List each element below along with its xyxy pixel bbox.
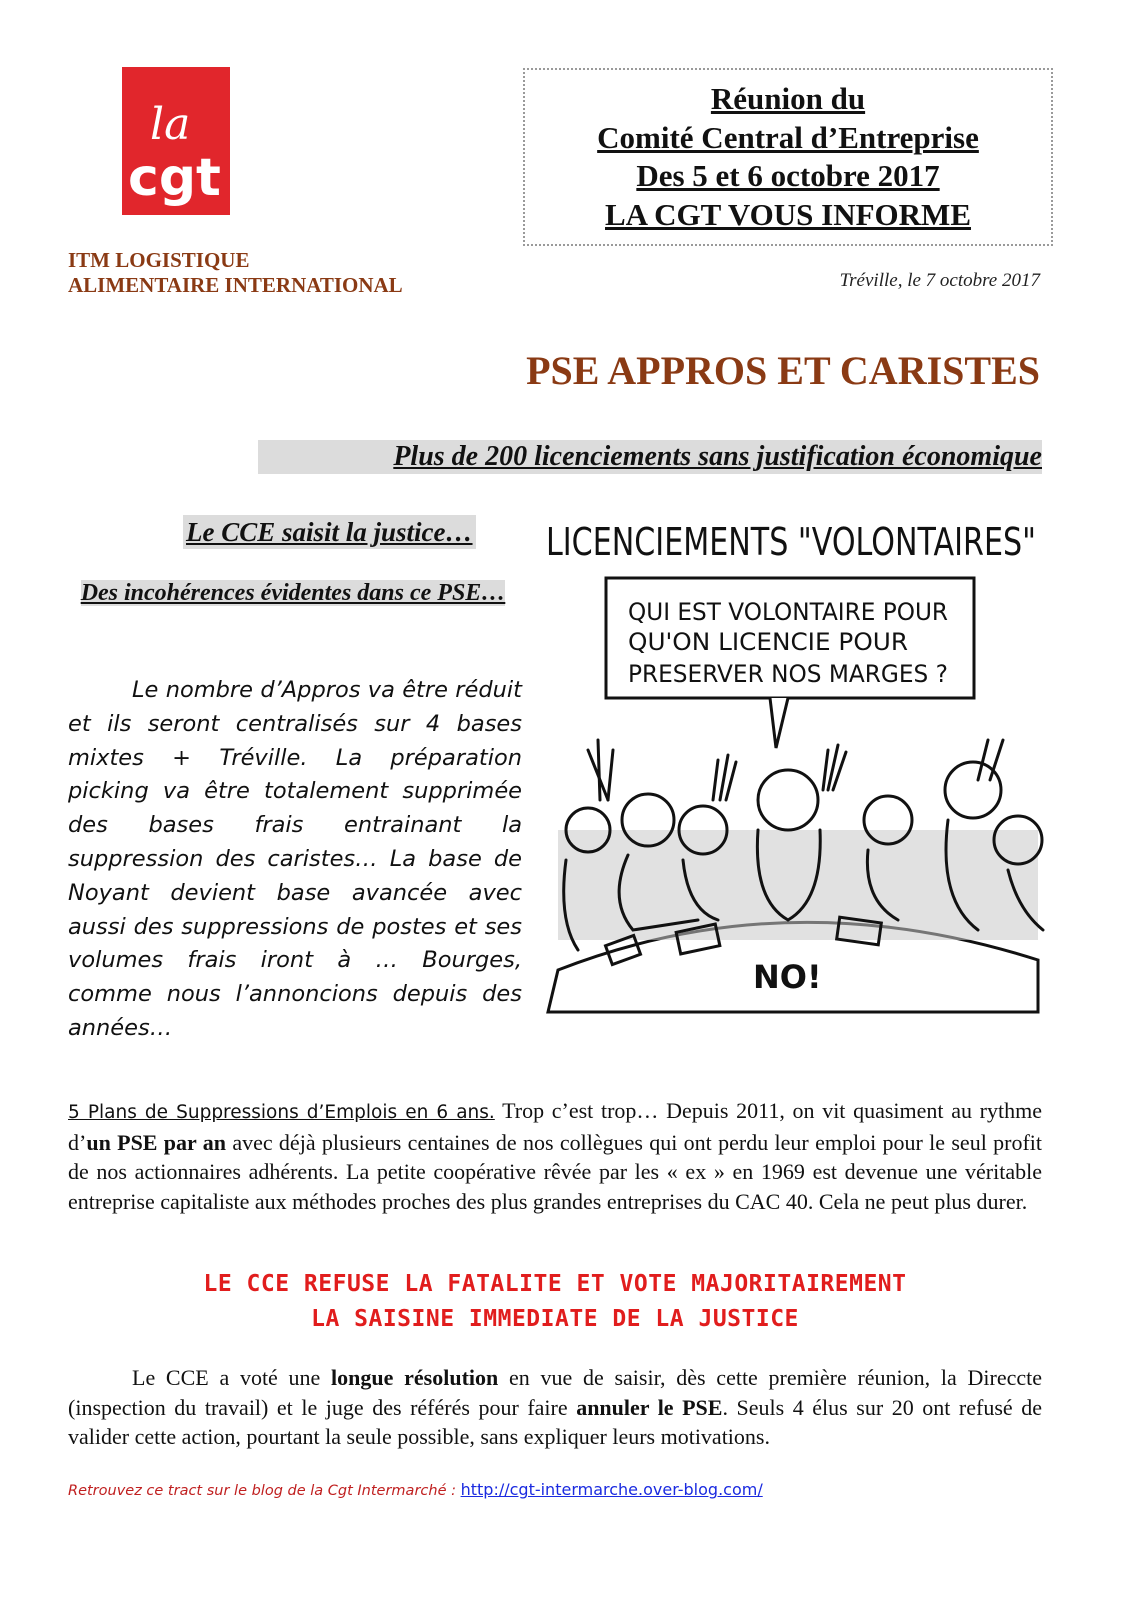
page-title: PSE APPROS ET CARISTES bbox=[526, 348, 1040, 393]
header-box bbox=[523, 68, 1053, 246]
header-line: Réunion du bbox=[710, 81, 866, 116]
footer: Retrouvez ce tract sur le blog de la Cgt Intermarché : http://cgt-intermarche.over-blog.com/ bbox=[68, 1480, 763, 1499]
svg-text:la: la bbox=[150, 99, 191, 150]
paragraph-resolution: Le CCE a voté une longue résolution en vue de saisir, dès cette première réunion, la Direccte (inspection du travail) et le juge des référés pour faire annuler le PSE. Seuls 4 élus sur 20 ont refusé de valider cette action, pourtant la seule possible, sans expliquer leurs motivations. bbox=[68, 1365, 1042, 1449]
subtitle: Plus de 200 licenciements sans justification économique bbox=[258, 440, 1042, 474]
header-line: Des 5 et 6 octobre 2017 bbox=[636, 158, 940, 193]
cartoon-caption: LICENCIEMENTS "VOLONTAIRES" bbox=[546, 520, 1036, 564]
section-heading-incoherences: Des incohérences évidentes dans ce PSE… bbox=[80, 580, 506, 606]
paragraph-pse-history: 5 Plans de Suppressions d’Emplois en 6 ans. Trop c’est trop… Depuis 2011, on vit quasiment au rythme d’un PSE par an avec déjà plusieurs centaines de nos collègues qui ont perdu leur emploi pour le seul profit de nos actionnaires adhérents. La petite coopérative rêvée par les « ex » en 1969 est devenue une véritable entreprise capitaliste aux méthodes proches des plus grandes entreprises du CAC 40. Cela ne peut plus durer. bbox=[68, 1098, 1043, 1214]
svg-text:cgt: cgt bbox=[128, 148, 221, 208]
document-date: Tréville, le 7 octobre 2017 bbox=[839, 270, 1040, 291]
header-line: LA CGT VOUS INFORME bbox=[605, 196, 971, 232]
cartoon-illustration bbox=[538, 500, 1048, 1012]
blog-link[interactable]: http://cgt-intermarche.over-blog.com/ bbox=[460, 1480, 763, 1499]
table-scribble: NO! bbox=[753, 958, 822, 996]
section-heading-justice: Le CCE saisit la justice… bbox=[183, 515, 476, 549]
organization-name: ITM LOGISTIQUE ALIMENTAIRE INTERNATIONAL bbox=[68, 248, 403, 297]
paragraph-appros: Le nombre d’Appros va être réduit et ils seront centralisés sur 4 bases mixtes + Tréville. La préparation picking va être totalement supprimée des bases frais entrainant la suppression des caristes… La base de Noyant devient base avancée avec aussi des suppressions de postes et ses volumes frais iront à … Bourges, comme nous l’annoncions depuis des années… bbox=[68, 677, 522, 1041]
bubble-line: QU'ON LICENCIE POUR bbox=[628, 628, 908, 656]
cgt-logo bbox=[122, 67, 230, 215]
header-line: Comité Central d’Entreprise bbox=[597, 119, 979, 155]
bubble-line: QUI EST VOLONTAIRE POUR bbox=[628, 598, 948, 626]
announcement: LE CCE REFUSE LA FATALITE ET VOTE MAJORITAIREMENT LA SAISINE IMMEDIATE DE LA JUSTICE bbox=[203, 1271, 907, 1332]
bubble-line: PRESERVER NOS MARGES ? bbox=[628, 660, 948, 688]
